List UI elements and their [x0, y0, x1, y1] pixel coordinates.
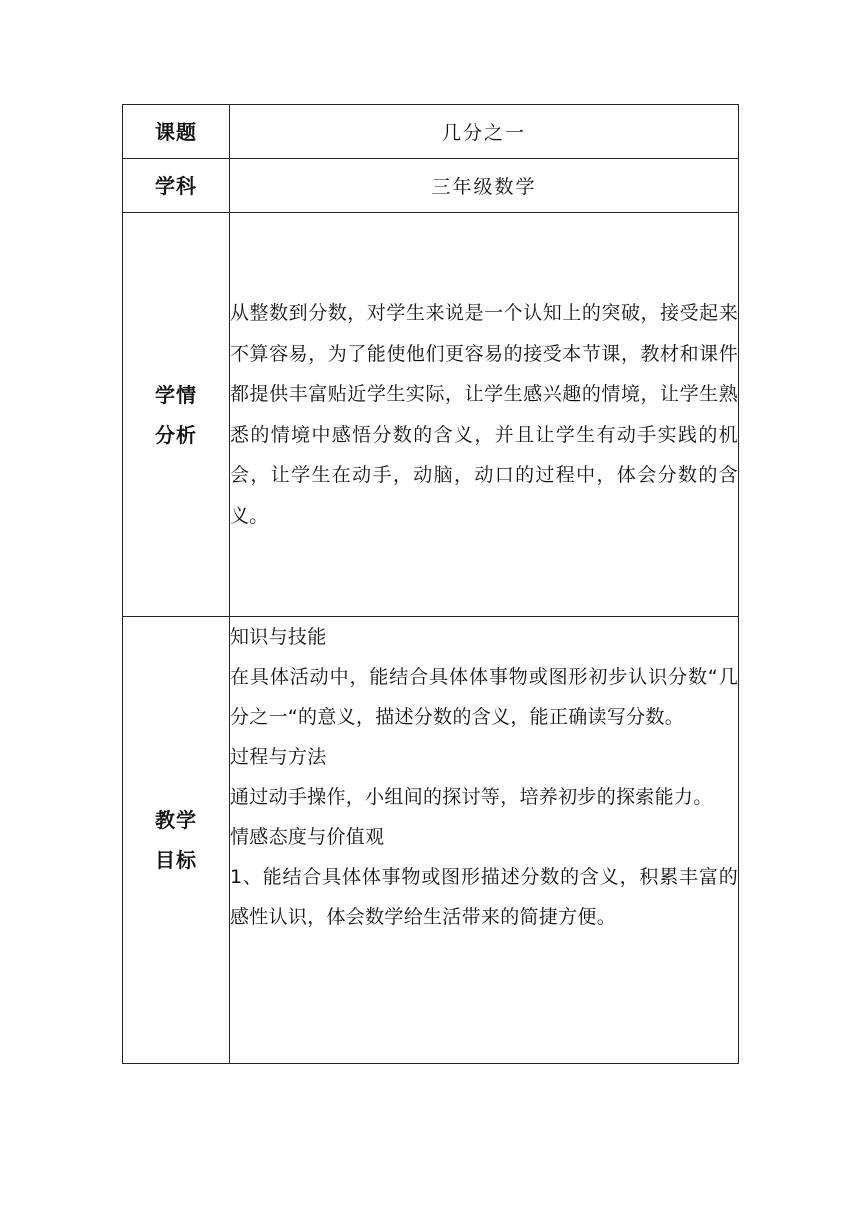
topic-label: 课题 — [123, 105, 230, 159]
topic-value: 几分之一 — [230, 105, 739, 159]
goal-heading-knowledge: 知识与技能 — [230, 626, 327, 648]
student-analysis-text: 从整数到分数，对学生来说是一个认知上的突破，接受起来不算容易，为了能使他们更容易的接受本节课，教材和课件都提供丰富贴近学生实际，让学生感兴趣的情境，让学生熟悉的情境中感悟分数的含义，并且让学生有动手实践的机会，让学生在动手，动脑，动口的过程中，体会分数的含义。 — [230, 213, 739, 617]
table-row-topic — [123, 105, 739, 159]
student-analysis-label — [123, 213, 230, 617]
lesson-plan-table — [122, 104, 739, 1064]
goal-text-knowledge: 在具体活动中，能结合具体体事物或图形初步认识分数“几分之一“的意义，描述分数的含义，能正确读写分数。 — [230, 666, 738, 728]
teaching-goals-label-line: 教学 — [155, 808, 197, 832]
subject-label: 学科 — [123, 159, 230, 213]
student-analysis-label-line: 学情 — [155, 382, 197, 407]
goal-text-attitude: 1、能结合具体体事物或图形描述分数的含义，积累丰富的感性认识，体会数学给生活带来的简捷方便。 — [230, 866, 738, 928]
table-row-teaching-goals — [123, 617, 739, 1064]
goal-heading-attitude: 情感态度与价值观 — [230, 826, 385, 848]
table-row-student-analysis — [123, 213, 739, 617]
table-row-subject — [123, 159, 739, 213]
teaching-goals-label — [123, 617, 230, 1064]
teaching-goals-label-line: 目标 — [155, 848, 197, 872]
subject-value: 三年级数学 — [230, 159, 739, 213]
goal-heading-process: 过程与方法 — [230, 746, 327, 768]
goal-text-process: 通过动手操作，小组间的探讨等，培养初步的探索能力。 — [230, 786, 713, 808]
teaching-goals-text — [230, 617, 739, 1064]
student-analysis-label-line: 分析 — [155, 422, 197, 447]
